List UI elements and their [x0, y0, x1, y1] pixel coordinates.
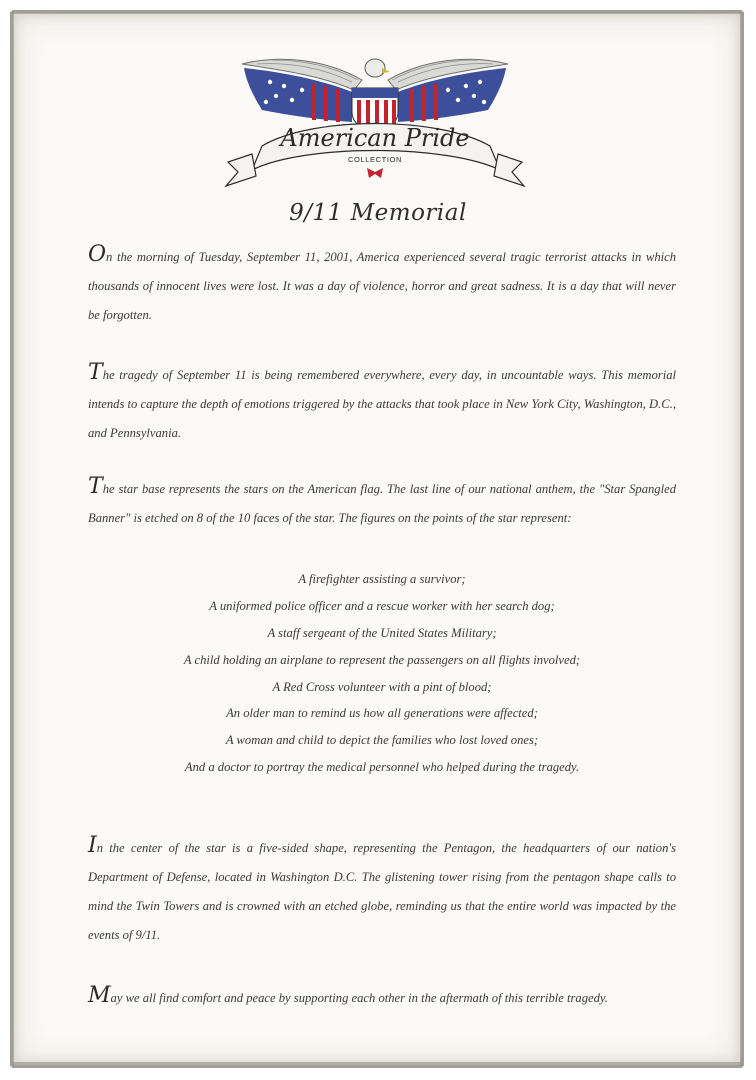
paragraph-2	[88, 361, 676, 448]
page-title: 9/11 Memorial	[289, 200, 467, 226]
list-item: An older man to remind us how all generations were affected;	[226, 706, 538, 721]
bow-ornament-icon	[367, 168, 383, 178]
paragraph-5-text: ay we all find comfort and peace by supporting each other in the aftermath of this terrible tragedy.	[110, 991, 608, 1005]
banner-tail-left	[226, 154, 256, 186]
paragraph-3	[88, 475, 676, 533]
paragraph-1-initial: O	[88, 242, 107, 267]
figures-list	[88, 566, 676, 781]
burnt-edge-top	[12, 10, 742, 14]
list-item: And a doctor to portray the medical personnel who helped during the tragedy.	[184, 760, 580, 775]
logo-brand-text: American Pride	[280, 124, 470, 152]
logo-sub-text: COLLECTION	[348, 155, 402, 164]
american-pride-logo	[222, 50, 528, 200]
list-item: A Red Cross volunteer with a pint of blood;	[272, 679, 492, 694]
paragraph-2-text: he tragedy of September 11 is being remembered everywhere, every day, in uncountable ways. This memorial intends to capture the depth of emotions triggered by the attacks that took place in New York City, Washington, D.C., and Pennsylvania.	[88, 368, 676, 440]
banner-tail-right	[494, 154, 524, 186]
paragraph-3-initial: T	[88, 474, 103, 499]
burnt-edge-left	[10, 12, 14, 1066]
paragraph-1-text: n the morning of Tuesday, September 11, 2001, America experienced several tragic terrorist attacks in which thousands of innocent lives were lost. It was a day of violence, horror and great sadness. It is a day that will never be forgotten.	[88, 250, 676, 322]
paragraph-4	[88, 834, 676, 950]
paragraph-5-initial: M	[88, 983, 111, 1008]
list-item: A firefighter assisting a survivor;	[298, 572, 466, 586]
paragraph-4-text: n the center of the star is a five-sided shape, representing the Pentagon, the headquarters of our nation's Department of Defense, located in Washington D.C. The glistening tower rising from the pentagon shape calls to mind the Twin Towers and is crowned with an etched globe, reminding us that the entire world was impacted by the events of 9/11.	[88, 841, 676, 942]
burnt-edge-bottom	[12, 1062, 742, 1068]
list-item: A child holding an airplane to represent the passengers on all flights involved;	[183, 652, 581, 667]
paragraph-2-initial: T	[88, 360, 103, 385]
paragraph-4-initial: I	[88, 833, 97, 858]
paragraph-3-text: he star base represents the stars on the American flag. The last line of our national anthem, the "Star Spangled Banner" is etched on 8 of the 10 faces of the star. The figures on the points of the star represent:	[88, 482, 676, 525]
list-item: A uniformed police officer and a rescue worker with her search dog;	[209, 598, 555, 613]
paragraph-5	[88, 984, 676, 1013]
list-item: A staff sergeant of the United States Military;	[267, 625, 497, 640]
burnt-edge-right	[740, 12, 744, 1066]
paragraph-1	[88, 243, 676, 330]
list-item: A woman and child to depict the families who lost loved ones;	[225, 733, 539, 748]
